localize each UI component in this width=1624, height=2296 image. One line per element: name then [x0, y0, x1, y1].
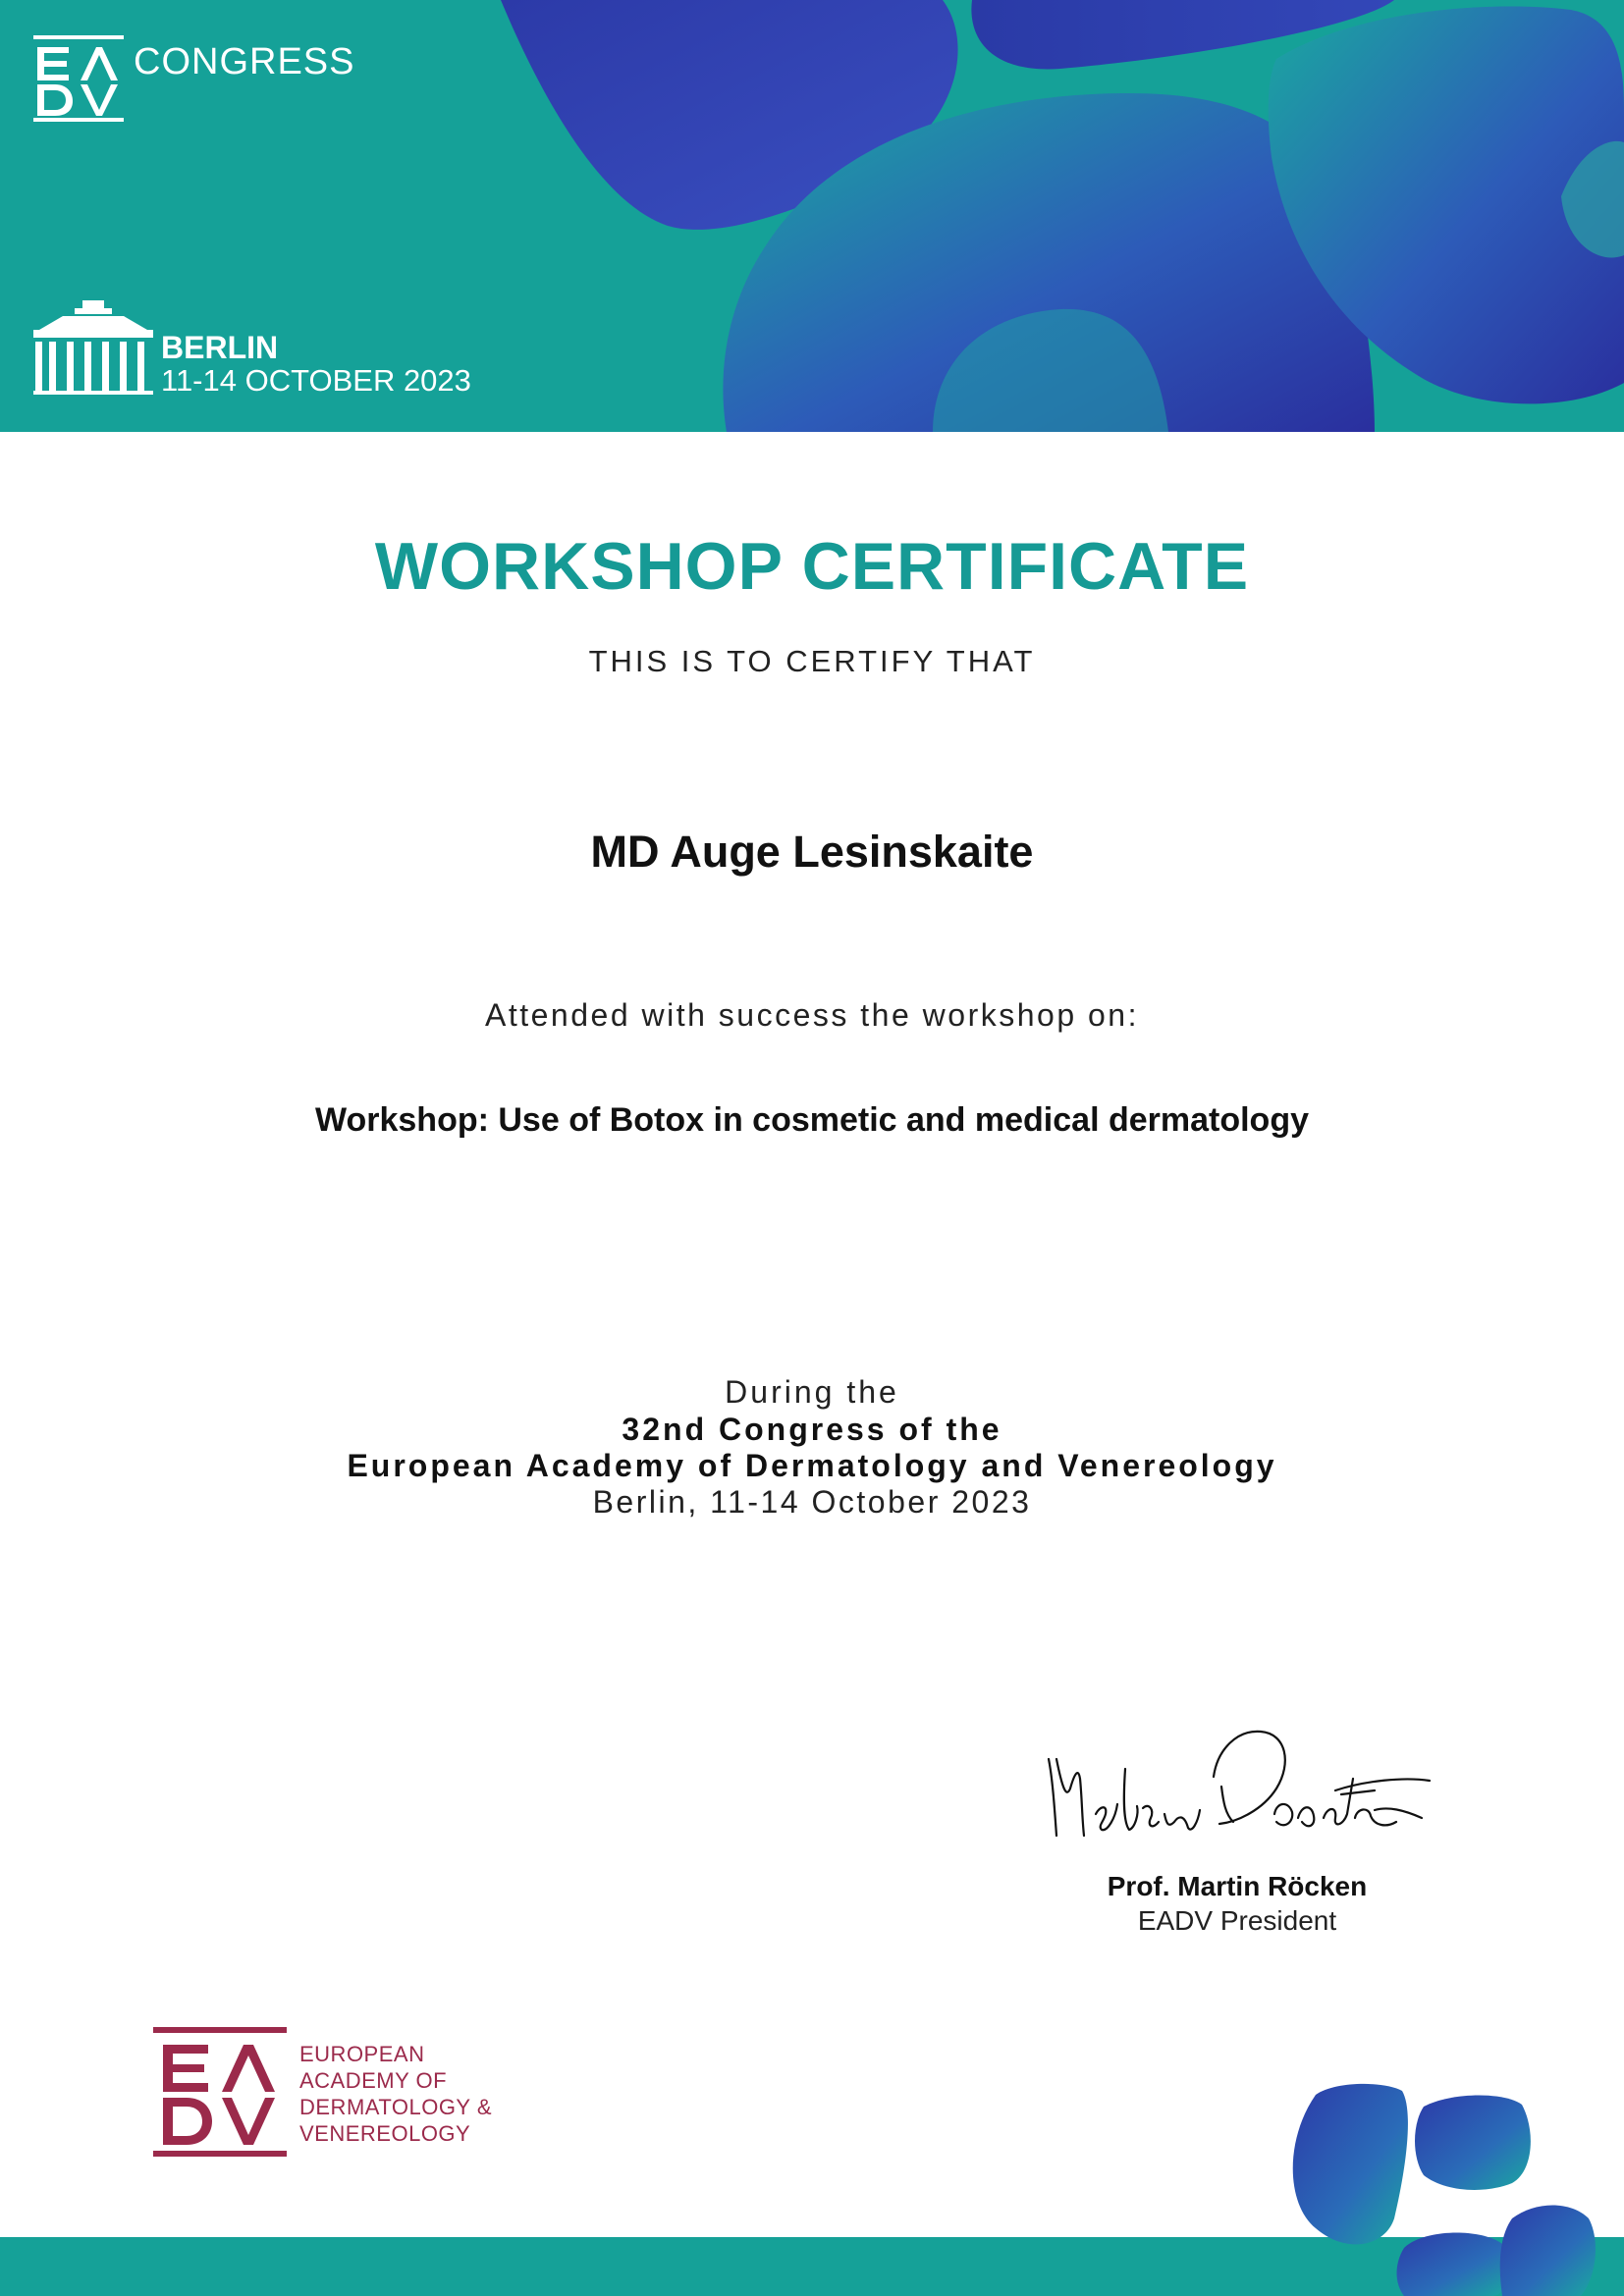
eadv-logo-icon: [33, 35, 124, 124]
footer-cell-blobs-illustration: [1276, 2081, 1624, 2296]
congress-city: BERLIN: [161, 330, 279, 365]
attended-line: Attended with success the workshop on:: [485, 997, 1139, 1033]
academy-logo-line: EUROPEAN: [299, 2042, 425, 2066]
academy-name: European Academy of Dermatology and Venereology: [347, 1448, 1277, 1483]
academy-logo-line: ACADEMY OF: [299, 2068, 448, 2093]
congress-name: 32nd Congress of the: [622, 1412, 1002, 1447]
workshop-title: Workshop: Use of Botox in cosmetic and medical dermatology: [315, 1101, 1309, 1139]
during-line: During the: [725, 1374, 899, 1410]
academy-logo-text: [299, 2041, 492, 2147]
academy-logo-line: VENEREOLOGY: [299, 2121, 471, 2146]
brandenburg-gate-icon: [33, 300, 153, 395]
certificate-title: WORKSHOP CERTIFICATE: [374, 529, 1250, 604]
location-date: Berlin, 11-14 October 2023: [592, 1484, 1032, 1520]
academy-logo-line: DERMATOLOGY &: [299, 2095, 492, 2119]
eadv-academy-logo-icon: [153, 2027, 287, 2157]
signature-image: [1041, 1720, 1434, 1847]
certify-line: THIS IS TO CERTIFY THAT: [588, 644, 1036, 678]
congress-dates: 11-14 OCTOBER 2023: [161, 363, 471, 398]
congress-label: CONGRESS: [134, 41, 355, 82]
recipient-name: MD Auge Lesinskaite: [590, 827, 1034, 877]
signatory-role: EADV President: [1137, 1905, 1337, 1936]
signatory-name: Prof. Martin Röcken: [1107, 1871, 1368, 1901]
